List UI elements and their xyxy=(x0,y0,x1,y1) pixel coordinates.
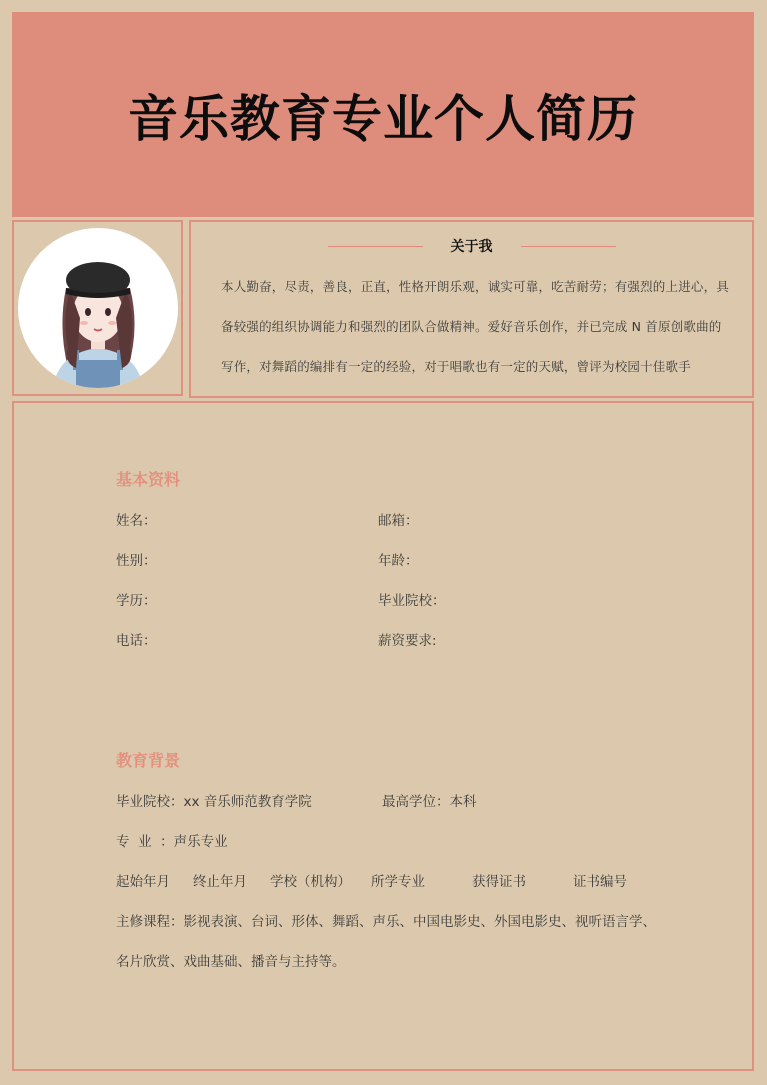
salary-label: 薪资要求: xyxy=(378,633,437,649)
edu-courses-line1: 主修课程：影视表演、台词、形体、舞蹈、声乐、中国电影史、外国电影史、视听语言学、 xyxy=(116,914,656,930)
about-line: 备较强的组织协调能力和强烈的团队合做精神。爱好音乐创作，并已完成 N 首原创歌曲的 xyxy=(221,319,722,334)
edu-degree: 最高学位：本科 xyxy=(382,794,477,810)
about-line: 写作，对舞蹈的编排有一定的经验，对于唱歌也有一定的天赋，曾评为校园十佳歌手 xyxy=(221,359,691,374)
edu-school: 毕业院校：xx 音乐师范教育学院 xyxy=(116,794,312,810)
phone-label: 电话： xyxy=(116,633,157,649)
education-label: 学历： xyxy=(116,593,157,609)
edu-column-cert-no: 证书编号 xyxy=(573,874,627,890)
photo-frame xyxy=(12,220,183,396)
edu-column-school: 学校（机构） xyxy=(270,874,351,890)
edu-courses-line2: 名片欣赏、戏曲基础、播音与主持等。 xyxy=(116,954,346,970)
about-title-row xyxy=(191,236,752,256)
avatar-illustration xyxy=(18,228,178,388)
about-me-section xyxy=(189,220,754,398)
edu-major: 专 业 ：声乐专业 xyxy=(116,834,228,850)
about-text xyxy=(221,267,739,387)
email-label: 邮箱： xyxy=(378,513,419,529)
age-label: 年龄： xyxy=(378,553,419,569)
school-label: 毕业院校： xyxy=(378,593,446,609)
edu-column-start: 起始年月 xyxy=(116,874,170,890)
about-title: 关于我 xyxy=(450,239,493,255)
about-line: 本人勤奋，尽责，善良，正直，性格开朗乐观，诚实可靠，吃苦耐劳；有强烈的上进心，具 xyxy=(221,279,730,294)
name-label: 姓名： xyxy=(116,513,157,529)
edu-column-major: 所学专业 xyxy=(371,874,425,890)
details-section xyxy=(12,401,754,1071)
resume-title: 音乐教育专业个人简历 xyxy=(128,89,638,148)
divider-right xyxy=(521,246,616,247)
avatar xyxy=(18,228,178,388)
header-banner xyxy=(12,12,754,217)
gender-label: 性别： xyxy=(116,553,157,569)
edu-column-end: 终止年月 xyxy=(193,874,247,890)
basic-info-title: 基本资料 xyxy=(116,470,181,489)
divider-left xyxy=(328,246,423,247)
education-title: 教育背景 xyxy=(116,751,181,770)
edu-column-cert: 获得证书 xyxy=(472,874,526,890)
